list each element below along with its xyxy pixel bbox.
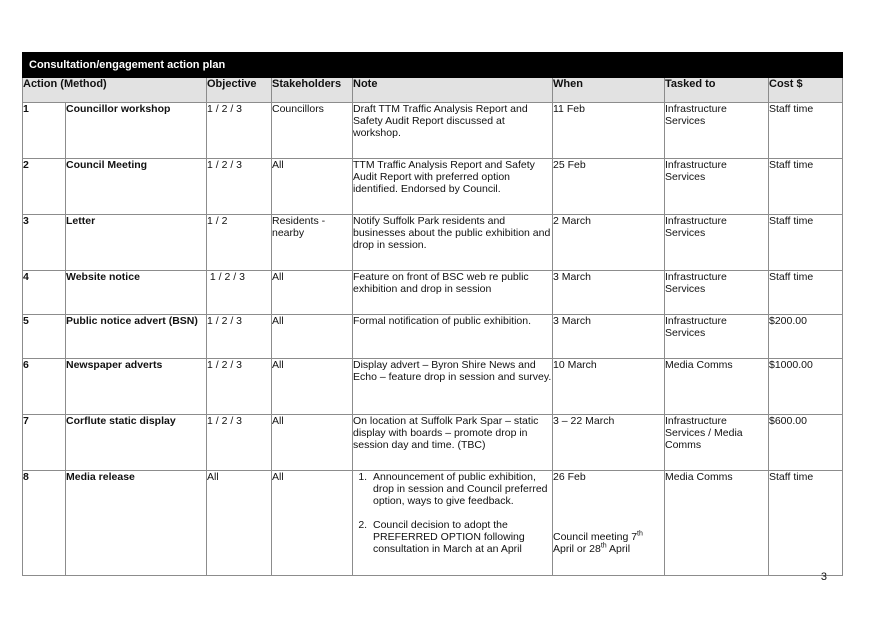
row-method: Media release xyxy=(66,471,207,576)
row-method: Councillor workshop xyxy=(66,103,207,159)
row-when: 10 March xyxy=(553,359,665,415)
row-objective: 1 / 2 / 3 xyxy=(207,359,272,415)
row-stakeholders: All xyxy=(272,159,353,215)
row-when: 11 Feb xyxy=(553,103,665,159)
row-stakeholders: All xyxy=(272,359,353,415)
row-number: 3 xyxy=(23,215,66,271)
row-cost: Staff time xyxy=(769,159,843,215)
row-cost: Staff time xyxy=(769,215,843,271)
row-cost: $200.00 xyxy=(769,315,843,359)
row-tasked-to: Media Comms xyxy=(665,471,769,576)
when-text: Council meeting 7 xyxy=(553,531,638,543)
table-row xyxy=(23,471,843,576)
row-method: Council Meeting xyxy=(66,159,207,215)
row-tasked-to: Infrastructure Services xyxy=(665,103,769,159)
row-when: 2 March xyxy=(553,215,665,271)
row-cost: Staff time xyxy=(769,471,843,576)
row-when: 3 March xyxy=(553,315,665,359)
row-number: 4 xyxy=(23,271,66,315)
table-row xyxy=(23,103,843,159)
row-stakeholders: Councillors xyxy=(272,103,353,159)
row-stakeholders: All xyxy=(272,415,353,471)
row-note: TTM Traffic Analysis Report and Safety Audit Report with preferred option identified. Endorsed by Council. xyxy=(353,159,553,215)
row-objective: 1 / 2 / 3 xyxy=(207,415,272,471)
when-text: April or 28 xyxy=(553,531,646,555)
note-list-item: 1. Announcement of public exhibition, drop in session and Council preferred option, ways to give feedback. xyxy=(370,471,552,507)
row-method: Newspaper adverts xyxy=(66,359,207,415)
table-row xyxy=(23,271,843,315)
row-number: 6 xyxy=(23,359,66,415)
row-number: 8 xyxy=(23,471,66,576)
table-title: Consultation/engagement action plan xyxy=(23,53,843,78)
row-method: Letter xyxy=(66,215,207,271)
row-note: Display advert – Byron Shire News and Echo – feature drop in session and survey. xyxy=(353,359,553,415)
header-row xyxy=(23,78,843,103)
ordinal-suffix: th xyxy=(600,542,607,550)
row-note: Feature on front of BSC web re public exhibition and drop in session xyxy=(353,271,553,315)
header-action: Action (Method) xyxy=(23,78,207,103)
row-number: 5 xyxy=(23,315,66,359)
row-tasked-to: Infrastructure Services xyxy=(665,159,769,215)
row-number: 7 xyxy=(23,415,66,471)
row-stakeholders: Residents - nearby xyxy=(272,215,353,271)
row-tasked-to: Infrastructure Services / Media Comms xyxy=(665,415,769,471)
when-second xyxy=(553,531,664,555)
header-tasked-to: Tasked to xyxy=(665,78,769,103)
row-objective: 1 / 2 / 3 xyxy=(207,159,272,215)
header-note: Note xyxy=(353,78,553,103)
row-cost: $1000.00 xyxy=(769,359,843,415)
row-tasked-to: Infrastructure Services xyxy=(665,271,769,315)
ordinal-suffix: th xyxy=(637,530,643,538)
row-stakeholders: All xyxy=(272,471,353,576)
row-when: 25 Feb xyxy=(553,159,665,215)
spacer xyxy=(553,483,664,531)
row-when: 3 March xyxy=(553,271,665,315)
table-row xyxy=(23,315,843,359)
row-note: Notify Suffolk Park residents and businesses about the public exhibition and drop in session. xyxy=(353,215,553,271)
row-cost: $600.00 xyxy=(769,415,843,471)
when-text: April xyxy=(606,543,631,555)
header-stakeholders: Stakeholders xyxy=(272,78,353,103)
when-first: 26 Feb xyxy=(553,471,586,483)
table-row xyxy=(23,415,843,471)
row-objective: 1 / 2 xyxy=(207,215,272,271)
row-method: Website notice xyxy=(66,271,207,315)
row-stakeholders: All xyxy=(272,271,353,315)
table-row xyxy=(23,215,843,271)
row-when: 3 – 22 March xyxy=(553,415,665,471)
row-objective: 1 / 2 / 3 xyxy=(207,103,272,159)
note-list-item: 2. Council decision to adopt the PREFERRED OPTION following consultation in March at an April xyxy=(370,519,552,555)
row-objective: 1 / 2 / 3 xyxy=(207,271,272,315)
row-tasked-to: Infrastructure Services xyxy=(665,315,769,359)
row-objective: 1 / 2 / 3 xyxy=(207,315,272,359)
row-tasked-to: Infrastructure Services xyxy=(665,215,769,271)
row-stakeholders: All xyxy=(272,315,353,359)
row-note: Draft TTM Traffic Analysis Report and Safety Audit Report discussed at workshop. xyxy=(353,103,553,159)
table-row xyxy=(23,359,843,415)
row-note xyxy=(353,471,553,576)
row-note: On location at Suffolk Park Spar – static display with boards – promote drop in session day and time. (TBC) xyxy=(353,415,553,471)
row-cost: Staff time xyxy=(769,271,843,315)
row-tasked-to: Media Comms xyxy=(665,359,769,415)
row-note: Formal notification of public exhibition. xyxy=(353,315,553,359)
action-plan-table xyxy=(22,52,843,576)
row-method: Corflute static display xyxy=(66,415,207,471)
row-cost: Staff time xyxy=(769,103,843,159)
row-number: 2 xyxy=(23,159,66,215)
row-objective: All xyxy=(207,471,272,576)
header-when: When xyxy=(553,78,665,103)
header-cost: Cost $ xyxy=(769,78,843,103)
row-method: Public notice advert (BSN) xyxy=(66,315,207,359)
header-objective: Objective xyxy=(207,78,272,103)
page-number: 3 xyxy=(820,571,827,583)
note-list xyxy=(353,471,552,555)
table-row xyxy=(23,159,843,215)
row-when xyxy=(553,471,665,576)
row-number: 1 xyxy=(23,103,66,159)
